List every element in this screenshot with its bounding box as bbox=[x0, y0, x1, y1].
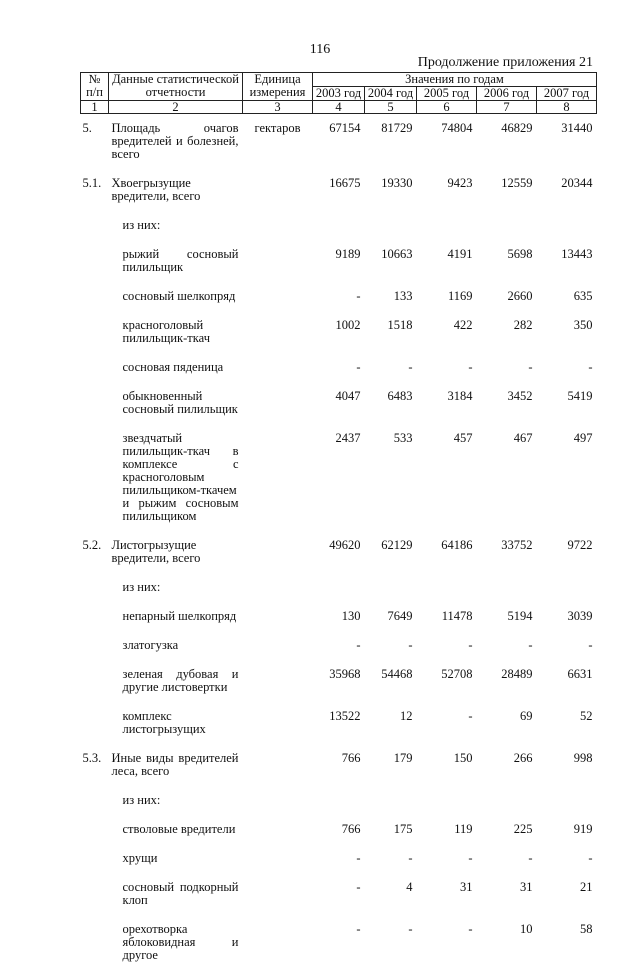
row-value: 998 bbox=[537, 744, 597, 786]
row-label: непарный шелкопряд bbox=[109, 602, 243, 631]
row-value: 3452 bbox=[477, 382, 537, 424]
row-value: 10 bbox=[477, 915, 537, 970]
row-value: 5194 bbox=[477, 602, 537, 631]
row-value: 12559 bbox=[477, 169, 537, 211]
row-unit bbox=[243, 631, 313, 660]
row-number bbox=[81, 573, 109, 602]
row-value: 6483 bbox=[365, 382, 417, 424]
row-value bbox=[537, 573, 597, 602]
row-number: 5.2. bbox=[81, 531, 109, 573]
row-value bbox=[365, 211, 417, 240]
row-number bbox=[81, 660, 109, 702]
table-body bbox=[81, 114, 597, 970]
table-row bbox=[81, 660, 597, 702]
row-label: рыжий сосновый пилильщик bbox=[109, 240, 243, 282]
page-number: 116 bbox=[0, 42, 640, 58]
row-number: 5.1. bbox=[81, 169, 109, 211]
row-value: 2437 bbox=[313, 424, 365, 531]
table-row bbox=[81, 815, 597, 844]
row-number bbox=[81, 240, 109, 282]
header-year: 2007 год bbox=[537, 87, 597, 101]
row-value: - bbox=[417, 702, 477, 744]
row-value: 6631 bbox=[537, 660, 597, 702]
row-value: 266 bbox=[477, 744, 537, 786]
row-value bbox=[417, 211, 477, 240]
header-year: 2004 год bbox=[365, 87, 417, 101]
row-value: 919 bbox=[537, 815, 597, 844]
row-value: 54468 bbox=[365, 660, 417, 702]
row-value: 13522 bbox=[313, 702, 365, 744]
row-value bbox=[313, 573, 365, 602]
row-value: - bbox=[365, 353, 417, 382]
row-value: 3184 bbox=[417, 382, 477, 424]
row-value: 31440 bbox=[537, 114, 597, 170]
row-unit bbox=[243, 786, 313, 815]
row-value bbox=[313, 211, 365, 240]
header-row-1 bbox=[81, 73, 597, 87]
row-label: из них: bbox=[109, 786, 243, 815]
row-label: обыкновенный сосновый пилильщик bbox=[109, 382, 243, 424]
row-value: 9722 bbox=[537, 531, 597, 573]
row-number bbox=[81, 631, 109, 660]
row-unit bbox=[243, 660, 313, 702]
row-unit bbox=[243, 531, 313, 573]
row-value: 62129 bbox=[365, 531, 417, 573]
row-value: 119 bbox=[417, 815, 477, 844]
row-label: сосновый шелкопряд bbox=[109, 282, 243, 311]
row-label: из них: bbox=[109, 573, 243, 602]
row-value: 4191 bbox=[417, 240, 477, 282]
row-value: - bbox=[537, 631, 597, 660]
row-value: 133 bbox=[365, 282, 417, 311]
row-value: 5698 bbox=[477, 240, 537, 282]
row-value bbox=[313, 786, 365, 815]
row-number: 5. bbox=[81, 114, 109, 170]
row-value: 1002 bbox=[313, 311, 365, 353]
header-year: 2006 год bbox=[477, 87, 537, 101]
row-value: 225 bbox=[477, 815, 537, 844]
row-unit: гектаров bbox=[243, 114, 313, 170]
row-value: 52 bbox=[537, 702, 597, 744]
header-num: № п/п bbox=[81, 73, 109, 101]
row-value: 179 bbox=[365, 744, 417, 786]
row-value: - bbox=[537, 353, 597, 382]
row-value bbox=[477, 573, 537, 602]
row-value: 282 bbox=[477, 311, 537, 353]
row-value bbox=[417, 786, 477, 815]
table-row bbox=[81, 114, 597, 170]
row-value: 467 bbox=[477, 424, 537, 531]
table-row bbox=[81, 282, 597, 311]
row-value: 67154 bbox=[313, 114, 365, 170]
row-value: 422 bbox=[417, 311, 477, 353]
row-value: 7649 bbox=[365, 602, 417, 631]
row-unit bbox=[243, 744, 313, 786]
column-number: 1 bbox=[81, 101, 109, 114]
row-unit bbox=[243, 873, 313, 915]
table-row bbox=[81, 786, 597, 815]
row-number bbox=[81, 353, 109, 382]
row-value: - bbox=[417, 631, 477, 660]
row-value: 4047 bbox=[313, 382, 365, 424]
row-value: - bbox=[417, 915, 477, 970]
row-number bbox=[81, 382, 109, 424]
row-number bbox=[81, 211, 109, 240]
table-row bbox=[81, 873, 597, 915]
row-value: 33752 bbox=[477, 531, 537, 573]
row-value: - bbox=[537, 844, 597, 873]
row-value: 5419 bbox=[537, 382, 597, 424]
row-value: - bbox=[365, 915, 417, 970]
row-label: стволовые вредители bbox=[109, 815, 243, 844]
row-label: комплекс листогрызущих bbox=[109, 702, 243, 744]
column-number: 5 bbox=[365, 101, 417, 114]
row-value: - bbox=[313, 844, 365, 873]
row-value: 12 bbox=[365, 702, 417, 744]
row-label: Площадь очагов вредителей и болезней, всего bbox=[109, 114, 243, 170]
row-value: 19330 bbox=[365, 169, 417, 211]
row-value: 20344 bbox=[537, 169, 597, 211]
row-unit bbox=[243, 815, 313, 844]
row-value: 350 bbox=[537, 311, 597, 353]
row-value: 1169 bbox=[417, 282, 477, 311]
row-label: хрущи bbox=[109, 844, 243, 873]
row-value: - bbox=[313, 631, 365, 660]
row-label: сосновый подкорный клоп bbox=[109, 873, 243, 915]
row-unit bbox=[243, 353, 313, 382]
row-unit bbox=[243, 702, 313, 744]
row-value: 52708 bbox=[417, 660, 477, 702]
row-value: 64186 bbox=[417, 531, 477, 573]
row-number bbox=[81, 873, 109, 915]
row-value: 457 bbox=[417, 424, 477, 531]
row-number bbox=[81, 915, 109, 970]
table-row bbox=[81, 531, 597, 573]
row-label: Иные виды вредителей леса, всего bbox=[109, 744, 243, 786]
row-value: - bbox=[313, 915, 365, 970]
row-value: - bbox=[313, 282, 365, 311]
row-value: - bbox=[477, 844, 537, 873]
row-unit bbox=[243, 915, 313, 970]
table-row bbox=[81, 169, 597, 211]
row-value: 10663 bbox=[365, 240, 417, 282]
row-value: - bbox=[313, 873, 365, 915]
statistics-table bbox=[80, 72, 597, 970]
row-value: - bbox=[365, 631, 417, 660]
row-value: 46829 bbox=[477, 114, 537, 170]
row-value: 150 bbox=[417, 744, 477, 786]
row-label: красноголовый пилильщик-ткач bbox=[109, 311, 243, 353]
row-value: 58 bbox=[537, 915, 597, 970]
row-value: 4 bbox=[365, 873, 417, 915]
table-row bbox=[81, 311, 597, 353]
row-value: 31 bbox=[417, 873, 477, 915]
table-row bbox=[81, 915, 597, 970]
table-row bbox=[81, 631, 597, 660]
row-value: 497 bbox=[537, 424, 597, 531]
row-number bbox=[81, 702, 109, 744]
row-value: 9189 bbox=[313, 240, 365, 282]
table-row bbox=[81, 382, 597, 424]
column-number: 3 bbox=[243, 101, 313, 114]
row-value: 3039 bbox=[537, 602, 597, 631]
column-number: 2 bbox=[109, 101, 243, 114]
row-label: златогузка bbox=[109, 631, 243, 660]
row-value: 31 bbox=[477, 873, 537, 915]
row-unit bbox=[243, 240, 313, 282]
table-row bbox=[81, 353, 597, 382]
row-value: - bbox=[417, 844, 477, 873]
row-unit bbox=[243, 211, 313, 240]
row-label: звездчатый пилильщик-ткач в комплексе с красноголовым пилильщиком-ткачем и рыжим сосновым пилильщиком bbox=[109, 424, 243, 531]
row-value: 49620 bbox=[313, 531, 365, 573]
row-value: 74804 bbox=[417, 114, 477, 170]
row-number bbox=[81, 282, 109, 311]
row-value: 69 bbox=[477, 702, 537, 744]
row-value bbox=[365, 573, 417, 602]
row-value: 2660 bbox=[477, 282, 537, 311]
column-number: 6 bbox=[417, 101, 477, 114]
row-value: - bbox=[477, 631, 537, 660]
row-value: 13443 bbox=[537, 240, 597, 282]
row-value: 21 bbox=[537, 873, 597, 915]
row-number: 5.3. bbox=[81, 744, 109, 786]
column-number: 8 bbox=[537, 101, 597, 114]
row-value: 533 bbox=[365, 424, 417, 531]
row-value bbox=[537, 786, 597, 815]
row-value: 16675 bbox=[313, 169, 365, 211]
table-row bbox=[81, 573, 597, 602]
column-number-row bbox=[81, 101, 597, 114]
row-number bbox=[81, 424, 109, 531]
row-unit bbox=[243, 311, 313, 353]
row-value bbox=[477, 786, 537, 815]
row-value bbox=[477, 211, 537, 240]
row-value: - bbox=[477, 353, 537, 382]
row-label: орехотворка яблоковидная и другое bbox=[109, 915, 243, 970]
table-row bbox=[81, 744, 597, 786]
row-value bbox=[365, 786, 417, 815]
row-unit bbox=[243, 573, 313, 602]
row-value: 35968 bbox=[313, 660, 365, 702]
row-value: 28489 bbox=[477, 660, 537, 702]
row-value: 81729 bbox=[365, 114, 417, 170]
header-unit: Единица измерения bbox=[243, 73, 313, 101]
row-unit bbox=[243, 844, 313, 873]
row-unit bbox=[243, 169, 313, 211]
row-number bbox=[81, 815, 109, 844]
row-value bbox=[537, 211, 597, 240]
row-number bbox=[81, 786, 109, 815]
header-values: Значения по годам bbox=[313, 73, 597, 87]
column-number: 7 bbox=[477, 101, 537, 114]
header-data: Данные статистической отчетности bbox=[109, 73, 243, 101]
header-year: 2005 год bbox=[417, 87, 477, 101]
row-label: Хвоегрызущие вредители, всего bbox=[109, 169, 243, 211]
row-unit bbox=[243, 282, 313, 311]
row-number bbox=[81, 602, 109, 631]
table-row bbox=[81, 844, 597, 873]
row-unit bbox=[243, 602, 313, 631]
row-label: Листогрызущие вредители, всего bbox=[109, 531, 243, 573]
row-value: 766 bbox=[313, 815, 365, 844]
row-value: 766 bbox=[313, 744, 365, 786]
row-value: 1518 bbox=[365, 311, 417, 353]
row-value: 175 bbox=[365, 815, 417, 844]
row-label: из них: bbox=[109, 211, 243, 240]
row-value: - bbox=[313, 353, 365, 382]
table-row bbox=[81, 240, 597, 282]
row-number bbox=[81, 311, 109, 353]
row-value: 9423 bbox=[417, 169, 477, 211]
row-unit bbox=[243, 382, 313, 424]
table-row bbox=[81, 602, 597, 631]
column-number: 4 bbox=[313, 101, 365, 114]
row-value bbox=[417, 573, 477, 602]
continuation-note: Продолжение приложения 21 bbox=[418, 55, 593, 71]
row-value: - bbox=[417, 353, 477, 382]
row-value: 635 bbox=[537, 282, 597, 311]
header-year: 2003 год bbox=[313, 87, 365, 101]
table-row bbox=[81, 702, 597, 744]
row-value: 130 bbox=[313, 602, 365, 631]
row-label: зеленая дубовая и другие листовертки bbox=[109, 660, 243, 702]
table-row bbox=[81, 424, 597, 531]
row-label: сосновая пяденица bbox=[109, 353, 243, 382]
row-value: 11478 bbox=[417, 602, 477, 631]
table-row bbox=[81, 211, 597, 240]
row-unit bbox=[243, 424, 313, 531]
row-value: - bbox=[365, 844, 417, 873]
row-number bbox=[81, 844, 109, 873]
